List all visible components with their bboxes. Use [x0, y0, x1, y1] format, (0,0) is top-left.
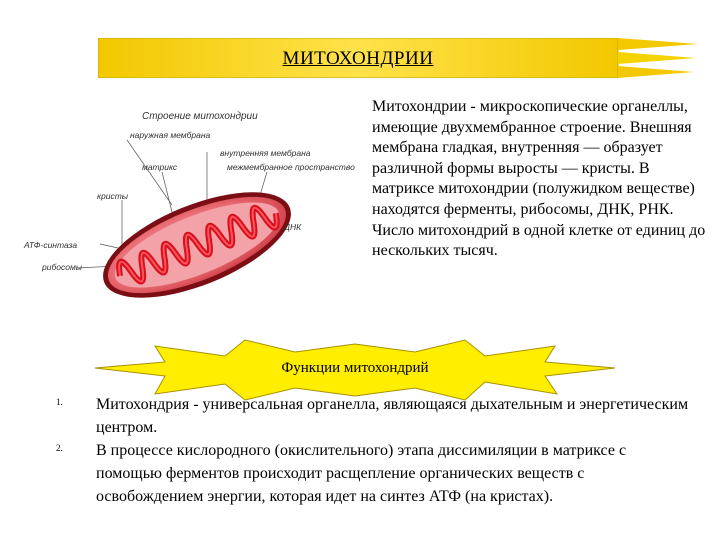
list-item-text: Митохондрия - универсальная органелла, являющаяся дыхательным и энергетическим центром. — [96, 396, 689, 436]
page-title: МИТОХОНДРИИ — [282, 48, 434, 69]
label-cristae: кристы — [97, 191, 129, 201]
title-banner — [98, 38, 698, 78]
mitochondrion-diagram — [22, 100, 355, 330]
diagram-heading: Строение митохондрии — [142, 111, 258, 122]
label-inner-membrane: внутренняя мембрана — [220, 148, 311, 158]
label-ribosomes: рибосомы — [42, 262, 83, 272]
list-item — [50, 439, 690, 508]
label-atp-synthase: АТФ-синтаза — [24, 240, 78, 250]
label-outer-membrane: наружная мембрана — [130, 130, 211, 140]
label-matrix: матрикс — [142, 162, 178, 172]
label-intermembrane-space: межмембранное пространство — [227, 162, 355, 172]
functions-list — [50, 393, 690, 508]
list-item-number: 2. — [56, 443, 63, 453]
list-item-text: В процессе кислородного (окислительного) этапа диссимиляции в матриксе с помощью ферментов происходит расщепление органических веществ с освобождением энергии, которая идет на синтез АТФ (на кристах). — [96, 442, 627, 505]
label-dna: ДНК — [284, 222, 302, 232]
list-item-number: 1. — [56, 397, 63, 407]
list-item — [50, 393, 690, 439]
intro-paragraph: Митохондрии - микроскопические органеллы, имеющие двухмембранное строение. Внешняя мембрана гладкая, внутренняя — образует различной формы выросты — кристы. В матриксе митохондрии (полужидком веществе) находятся ферменты, рибосомы, ДНК, РНК. Число митохондрий в одной клетке от единиц до нескольких тысяч. — [372, 98, 706, 260]
functions-heading: Функции митохондрий — [281, 360, 429, 376]
